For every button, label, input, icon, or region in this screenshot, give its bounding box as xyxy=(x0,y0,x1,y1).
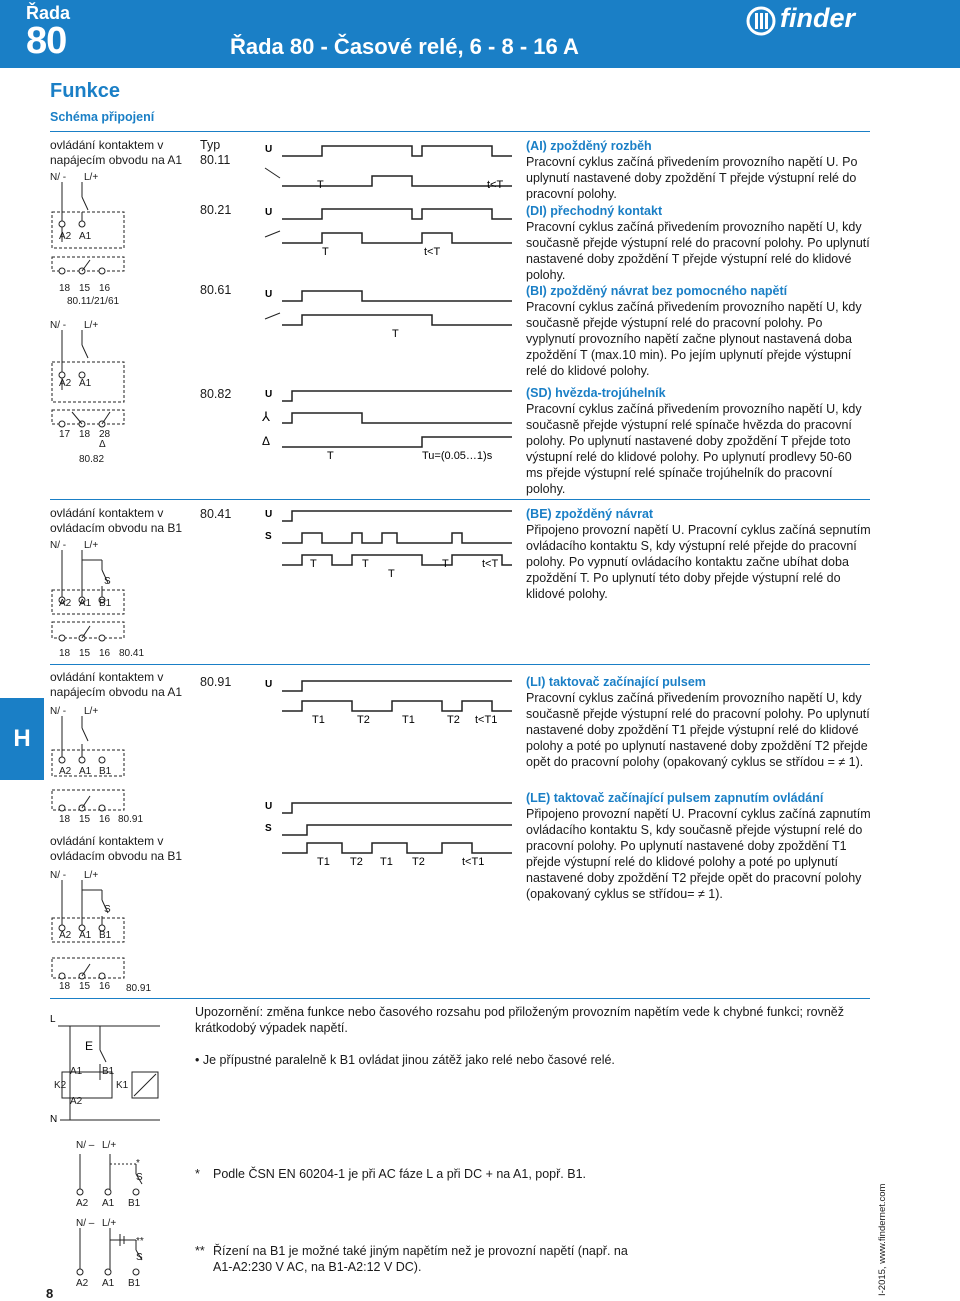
footnote-star: Podle ČSN EN 60204-1 je při AC fáze L a při DC + na A1, popř. B1. xyxy=(213,1167,587,1181)
timing-diagram-be xyxy=(262,505,512,580)
wiring-caption: ovládání kontaktem v napájecím obvodu na A1 xyxy=(50,670,183,699)
section-title: Funkce xyxy=(50,80,121,102)
page-title: Řada 80 - Časové relé, 6 - 8 - 16 A xyxy=(230,34,579,59)
svg-text:t<T: t<T xyxy=(424,246,441,258)
timing-diagram-li xyxy=(262,675,512,735)
svg-text:L: L xyxy=(50,1014,56,1025)
divider xyxy=(50,664,870,665)
svg-text:T: T xyxy=(317,179,324,191)
function-li: (LI) taktovač začínající pulsem Pracovní cyklus začíná přivedením provozního napětí U, kdy současně přejde výstupní relé do pracovní polohy. Po uplynutí nastavené doby zpoždění T1 přejde výstupní relé do klidové polohy a poté po uplynutí nastavené doby zpoždění T2 přejde opět do pracovní polohy (opakovaný cyklus se střídou = ≠ 1). xyxy=(526,675,870,769)
section-tab-h: H xyxy=(0,698,44,780)
wiring-caption: ovládání kontaktem v napájecím obvodu na A1 xyxy=(50,138,183,167)
svg-text:U: U xyxy=(265,509,273,520)
svg-text:⅄: ⅄ xyxy=(262,409,270,424)
series-label: Řada xyxy=(26,3,71,23)
type-80-91: 80.91 xyxy=(200,675,232,689)
svg-text:T: T xyxy=(310,558,317,570)
svg-text:T1: T1 xyxy=(312,714,325,726)
svg-text:U: U xyxy=(265,679,273,690)
divider xyxy=(50,131,870,132)
series-number: 80 xyxy=(26,20,67,62)
svg-text:t<T1: t<T1 xyxy=(462,856,485,868)
svg-text:S: S xyxy=(265,531,272,542)
timing-diagram-sd xyxy=(262,385,512,465)
svg-text:T1: T1 xyxy=(317,856,330,868)
finder-logo-icon xyxy=(746,6,776,36)
n-label: N/ - xyxy=(50,172,67,183)
wiring-caption: ovládání kontaktem v ovládacím obvodu na B1 xyxy=(50,834,183,863)
divider xyxy=(50,998,870,999)
svg-text:T: T xyxy=(322,246,329,258)
function-sd: (SD) hvězda-trojúhelník Pracovní cyklus začíná přivedením provozního napětí U, kdy současně přejde výstupní relé spínače hvězda do pracovní polohy. Po uplynutí nastavené doby zpoždění T přejde toto výstupní relé do klidové polohy. Po uplynutí prodlevy 50-60 ms přejde výstupní relé spínače trojúhelník do pracovní polohy. xyxy=(526,386,862,496)
svg-text:T: T xyxy=(327,450,334,462)
svg-text:T2: T2 xyxy=(350,856,363,868)
svg-text:T: T xyxy=(362,558,369,570)
svg-text:t<T: t<T xyxy=(482,558,499,570)
type-80-41: 80.41 xyxy=(200,507,232,521)
svg-text:U: U xyxy=(265,389,273,400)
timing-diagram-bi xyxy=(262,285,512,355)
logo-text: finder xyxy=(780,3,856,33)
l-label: L/+ xyxy=(84,172,99,183)
svg-text:t<T: t<T xyxy=(487,179,504,191)
svg-text:U: U xyxy=(265,289,273,300)
bullet-note: • Je přípustné paralelně k B1 ovládat jinou zátěž jako relé nebo časové relé. xyxy=(195,1053,615,1067)
function-be: (BE) zpožděný návrat Připojeno provozní napětí U. Pracovní cyklus začíná sepnutím ovládacího kontaktu S, kdy výstupní relé přejde do pracovní polohy. Po vypnutí ovládacího kontaktu začne ubíhat doba zpoždění T. Po uplynutí této doby přejde výstupní relé do klidové polohy. xyxy=(526,507,871,601)
svg-text:T: T xyxy=(388,568,395,580)
svg-text:T1: T1 xyxy=(380,856,393,868)
type-header: Typ xyxy=(200,138,221,152)
svg-text:T1: T1 xyxy=(402,714,415,726)
type-80-82: 80.82 xyxy=(200,387,232,401)
warning-note: Upozornění: změna funkce nebo časového rozsahu pod přiloženým provozním napětím vede k chybné funkci; rovněž krátkodobý výpadek napětí. xyxy=(195,1005,844,1035)
footnote-star-mark: * xyxy=(195,1167,200,1181)
section-subtitle: Schéma připojení xyxy=(50,110,155,124)
svg-text:U: U xyxy=(265,801,273,812)
function-le: (LE) taktovač začínající pulsem zapnutím ovládání Připojeno provozní napětí U. Pracovní cyklus začíná zapnutím ovládacího kontaktu S, kdy současně přejde výstupní relé do pracovní polohy. Po uplynutí nastavené doby zpoždění T1 přejde výstupní relé do klidové polohy a poté po uplynutí nastavené doby zpoždění T2 přejde opět do pracovní polohy (opakovaný cyklus se střídou= ≠ 1). xyxy=(526,791,871,901)
timing-diagram-ai xyxy=(262,140,512,200)
page-number: 8 xyxy=(46,1286,54,1301)
svg-text:N: N xyxy=(50,1114,58,1125)
model-label: 80.11/21/61 xyxy=(67,296,120,307)
finder-logo xyxy=(746,3,876,38)
footnote-star2-mark: ** xyxy=(195,1244,205,1258)
divider xyxy=(50,499,870,500)
footer-side-note: I-2015, www.findernet.com xyxy=(877,1183,888,1296)
svg-text:T2: T2 xyxy=(357,714,370,726)
svg-text:T2: T2 xyxy=(447,714,460,726)
type-80-61: 80.61 xyxy=(200,283,232,297)
svg-text:U: U xyxy=(265,144,273,155)
type-80-11: 80.11 xyxy=(200,153,231,167)
svg-text:T: T xyxy=(442,558,449,570)
svg-text:E: E xyxy=(85,1039,94,1053)
svg-text:T: T xyxy=(392,328,399,340)
svg-text:Tu=(0.05…1)s: Tu=(0.05…1)s xyxy=(422,450,493,462)
type-80-21: 80.21 xyxy=(200,203,232,217)
timing-diagram-le xyxy=(262,797,512,877)
svg-text:t<T1: t<T1 xyxy=(475,714,498,726)
svg-text:Δ: Δ xyxy=(262,434,271,448)
footnote-star2: Řízení na B1 je možné také jiným napětím než je provozní napětí (např. na A1-A2:230 V AC, na B1-A2:12 V DC). xyxy=(213,1244,628,1274)
function-di: (DI) přechodný kontakt Pracovní cyklus začíná přivedením provozního napětí U, kdy současně přejde výstupní relé do pracovní polohy. Po uplynutí nastavené doby zpoždění T přejde výstupní relé do klidové polohy. xyxy=(526,204,870,282)
timing-diagram-di xyxy=(262,203,512,273)
page-header xyxy=(0,0,960,68)
svg-text:T2: T2 xyxy=(412,856,425,868)
function-bi: (BI) zpožděný návrat bez pomocného napětí Pracovní cyklus začíná přivedením provozního napětí U, kdy současně přejde výstupní relé do pracovní polohy. Po vyplynutí provozního napětí začne plynout nastavená doba zpoždění T (max.10 min). Po jejím uplynutí přejde výstupní relé do klidové polohy. xyxy=(526,284,862,378)
wiring-caption: ovládání kontaktem v ovládacím obvodu na B1 xyxy=(50,506,183,535)
svg-text:S: S xyxy=(265,823,272,834)
svg-text:U: U xyxy=(265,207,273,218)
function-ai: (AI) zpožděný rozběh Pracovní cyklus začíná přivedením provozního napětí U. Po uplynutí nastavené doby zpoždění T přejde výstupní relé do pracovní polohy. xyxy=(526,139,858,201)
